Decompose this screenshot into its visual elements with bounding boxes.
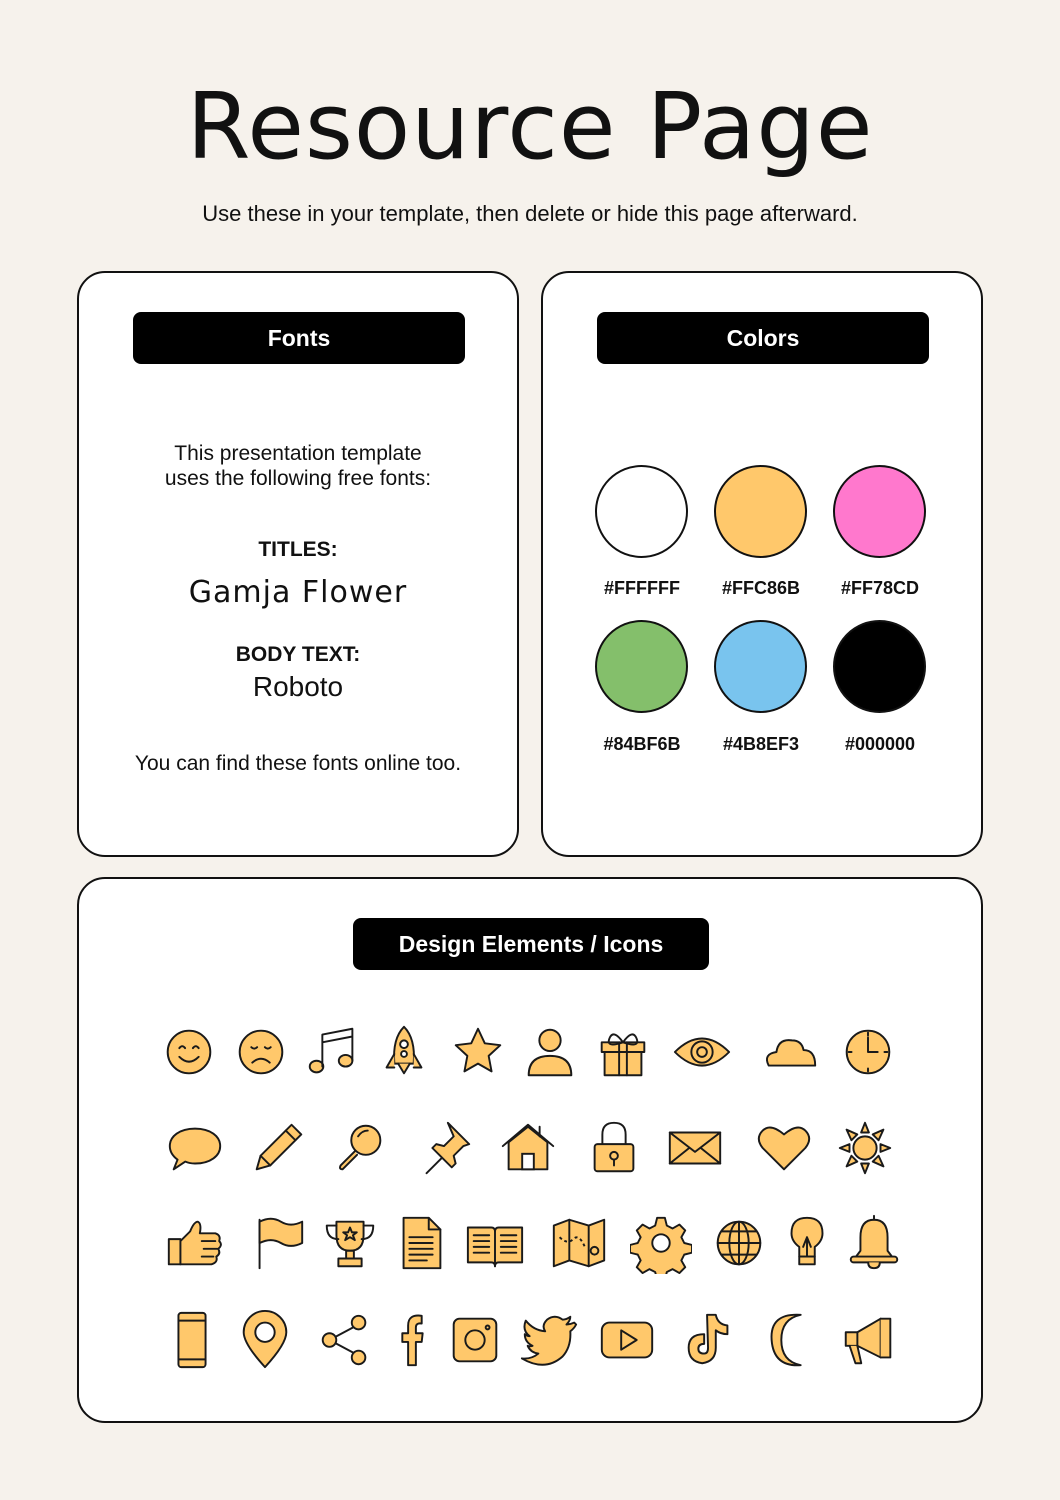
- smile-icon: [158, 1021, 220, 1083]
- page-subtitle: Use these in your template, then delete or hide this page afterward.: [202, 201, 858, 226]
- titles-font-name: Gamja Flower: [188, 575, 408, 610]
- titles-label: TITLES:: [258, 538, 338, 561]
- colors-heading: Colors: [597, 312, 929, 364]
- speech-bubble-icon: [164, 1117, 226, 1179]
- smartphone-icon: [161, 1309, 223, 1371]
- sun-icon: [834, 1117, 896, 1179]
- location-pin-icon: [234, 1309, 296, 1371]
- fonts-intro: [79, 441, 517, 491]
- heart-icon: [753, 1117, 815, 1179]
- fonts-intro-line2: uses the following free fonts:: [164, 467, 432, 490]
- trophy-icon: [319, 1212, 381, 1274]
- envelope-icon: [664, 1117, 726, 1179]
- house-icon: [497, 1117, 559, 1179]
- colors-card: [541, 271, 983, 857]
- fonts-intro-line1: This presentation template: [174, 442, 422, 465]
- fonts-heading: Fonts: [133, 312, 465, 364]
- map-icon: [548, 1212, 610, 1274]
- instagram-icon: [444, 1309, 506, 1371]
- color-hex-1: #FFFFFF: [604, 578, 680, 598]
- crescent-moon-icon: [760, 1309, 822, 1371]
- tiktok-icon: [678, 1309, 740, 1371]
- icons-card: [77, 877, 983, 1423]
- body-text-label: BODY TEXT:: [235, 643, 361, 666]
- color-hex-2: #FFC86B: [721, 578, 801, 598]
- lightbulb-icon: [776, 1212, 838, 1274]
- eye-icon: [671, 1021, 733, 1083]
- color-swatch-6: [833, 620, 926, 713]
- music-note-icon: [302, 1021, 364, 1083]
- youtube-icon: [596, 1309, 658, 1371]
- color-swatch-1: [595, 465, 688, 558]
- document-icon: [390, 1212, 452, 1274]
- cloud-icon: [759, 1021, 821, 1083]
- padlock-icon: [583, 1117, 645, 1179]
- rocket-icon: [373, 1021, 435, 1083]
- thumbs-up-icon: [163, 1212, 225, 1274]
- gear-icon: [630, 1212, 692, 1274]
- color-hex-4: #84BF6B: [603, 734, 681, 754]
- gift-icon: [592, 1021, 654, 1083]
- sad-icon: [230, 1021, 292, 1083]
- globe-icon: [708, 1212, 770, 1274]
- color-hex-5: #4B8EF3: [722, 734, 800, 754]
- magnifier-icon: [329, 1117, 391, 1179]
- fonts-card: [77, 271, 519, 857]
- facebook-icon: [381, 1309, 443, 1371]
- pushpin-icon: [413, 1117, 475, 1179]
- color-hex-6: #000000: [844, 734, 916, 754]
- color-swatch-2: [714, 465, 807, 558]
- color-hex-3: #FF78CD: [840, 578, 920, 598]
- twitter-icon: [518, 1309, 580, 1371]
- open-book-icon: [464, 1212, 526, 1274]
- bell-icon: [843, 1212, 905, 1274]
- share-icon: [314, 1309, 376, 1371]
- flag-icon: [246, 1212, 308, 1274]
- body-font-name: Roboto: [252, 671, 344, 702]
- icons-heading: Design Elements / Icons: [353, 918, 709, 970]
- color-swatch-3: [833, 465, 926, 558]
- clock-icon: [837, 1021, 899, 1083]
- fonts-note: You can find these fonts online too.: [134, 752, 462, 775]
- pencil-icon: [247, 1117, 309, 1179]
- megaphone-icon: [838, 1309, 900, 1371]
- color-swatch-5: [714, 620, 807, 713]
- page-title: Resource Page: [186, 73, 874, 180]
- user-icon: [519, 1021, 581, 1083]
- color-swatch-4: [595, 620, 688, 713]
- star-icon: [447, 1021, 509, 1083]
